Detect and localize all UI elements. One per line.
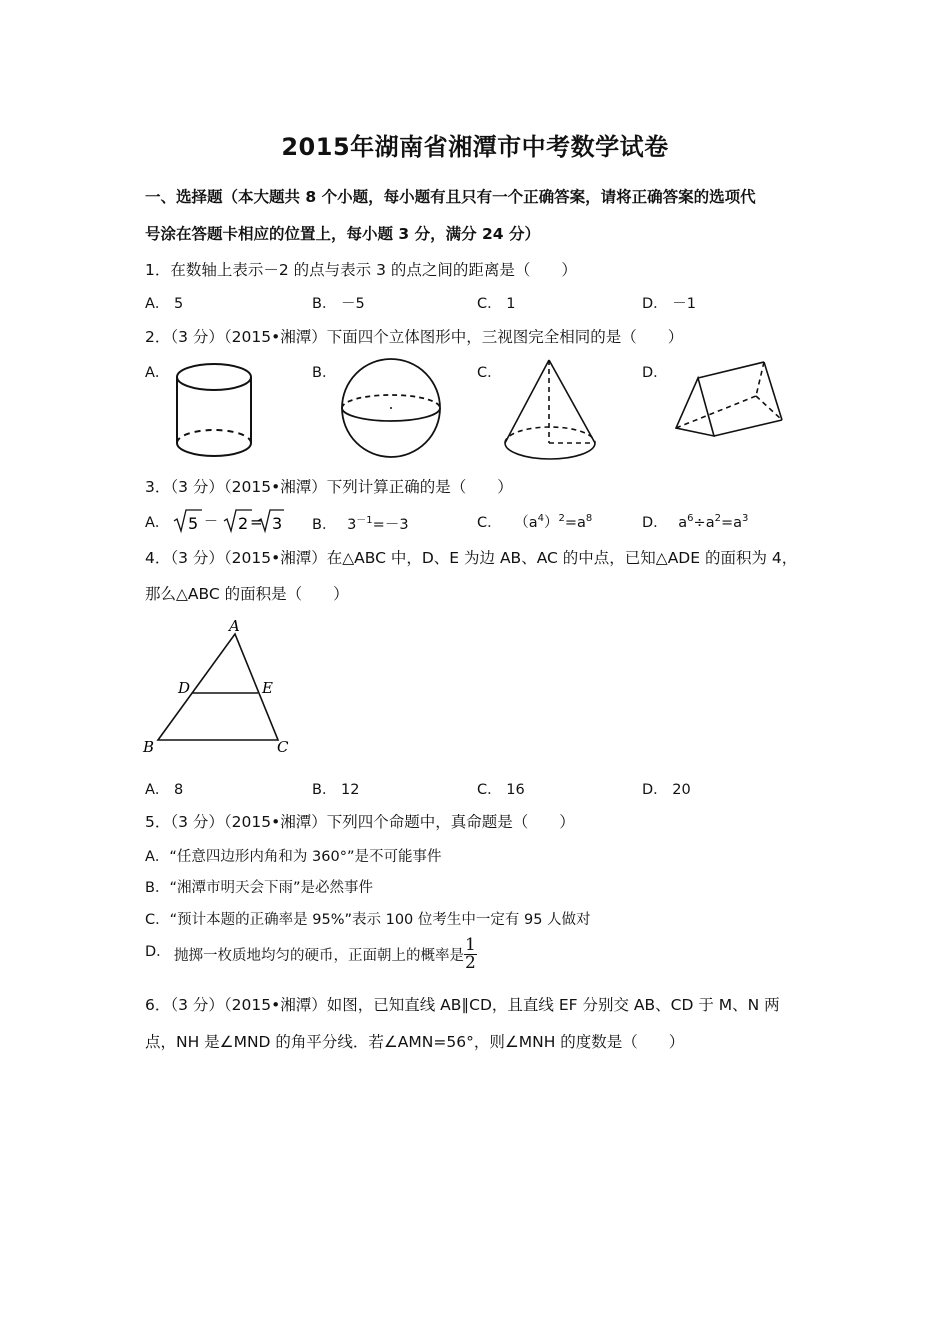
q3a-radicand-2: 2 bbox=[238, 514, 249, 533]
q3a-equals: = bbox=[250, 513, 263, 531]
q5-option-b: B．“湘潭市明天会下雨”是必然事件 bbox=[145, 880, 373, 896]
q3a-radicand-1: 5 bbox=[188, 514, 199, 533]
q3b-result: =－3 bbox=[372, 516, 409, 533]
sphere-icon bbox=[338, 358, 446, 462]
q5-option-d bbox=[174, 937, 477, 972]
question-5-stem: 5．（3 分）（2015•湘潭）下列四个命题中，真命题是（ ） bbox=[145, 813, 575, 831]
q3d-divide: ÷a bbox=[693, 515, 715, 531]
q5-option-d-label: D． bbox=[145, 944, 171, 960]
question-6-stem-line2: 点，NH 是∠MND 的角平分线．若∠AMN=56°，则∠MNH 的度数是（ ） bbox=[145, 1033, 685, 1051]
q3c-exp3: 8 bbox=[585, 513, 593, 525]
q3c-label: C． bbox=[477, 515, 502, 531]
q2-option-a: A． bbox=[145, 365, 170, 381]
question-2-stem: 2．（3 分）（2015•湘潭）下面四个立体图形中，三视图完全相同的是（ ） bbox=[145, 328, 684, 346]
q3a-radicand-3: 3 bbox=[272, 514, 283, 533]
q3d-exp2: 2 bbox=[714, 513, 721, 525]
q3c-open: （a bbox=[514, 515, 538, 531]
q3a-minus: － bbox=[204, 514, 218, 530]
q3d-exp3: 3 bbox=[742, 513, 749, 525]
q3b-base: 3 bbox=[347, 516, 357, 533]
q4-option-c: C． 16 bbox=[477, 782, 525, 798]
fig-label-d: D bbox=[178, 679, 191, 697]
question-4-stem-line1: 4．（3 分）（2015•湘潭）在△ABC 中，D、E 为边 AB、AC 的中点，已知△ADE 的面积为 4， bbox=[145, 549, 798, 567]
q1-option-d: D． －1 bbox=[642, 296, 696, 312]
q5d-fraction bbox=[464, 937, 477, 972]
fig-label-e: E bbox=[262, 679, 273, 697]
q4-option-d: D． 20 bbox=[642, 782, 691, 798]
triangle-abc bbox=[158, 634, 278, 740]
q2-option-b: B． bbox=[312, 365, 337, 381]
q5d-text: 抛掷一枚质地均匀的硬币，正面朝上的概率是 bbox=[174, 948, 464, 964]
q3c-exp1: 4 bbox=[537, 513, 544, 525]
q3-option-a-expression bbox=[172, 506, 284, 534]
page-title: 2015年湖南省湘潭市中考数学试卷 bbox=[281, 133, 669, 161]
q3d-label: D． bbox=[642, 515, 668, 531]
q3c-close: ） bbox=[544, 515, 559, 531]
question-1-stem: 1．在数轴上表示－2 的点与表示 3 的点之间的距离是（ ） bbox=[145, 261, 577, 279]
question-3-stem: 3．（3 分）（2015•湘潭）下列计算正确的是（ ） bbox=[145, 478, 513, 496]
q3-option-a-label: A． bbox=[145, 515, 170, 531]
triangle-abc-figure bbox=[140, 618, 300, 760]
q5-option-a: A．“任意四边形内角和为 360°”是不可能事件 bbox=[145, 849, 442, 865]
fig-label-b: B bbox=[143, 738, 155, 756]
q4-option-b: B． 12 bbox=[312, 782, 360, 798]
q5-option-c: C．“预计本题的正确率是 95%”表示 100 位考生中一定有 95 人做对 bbox=[145, 912, 591, 928]
q3-option-b bbox=[312, 511, 409, 534]
fig-label-a: A bbox=[229, 617, 240, 635]
q1-option-c: C． 1 bbox=[477, 296, 516, 312]
q2-option-d: D． bbox=[642, 365, 668, 381]
cone-icon bbox=[500, 355, 600, 465]
q3d-base: a bbox=[678, 515, 688, 531]
q3-option-d bbox=[642, 511, 748, 532]
fig-label-c: C bbox=[277, 738, 289, 756]
triangular-prism-icon bbox=[668, 356, 788, 446]
q3c-result: =a bbox=[564, 515, 586, 531]
question-6-stem-line1: 6．（3 分）（2015•湘潭）如图，已知直线 AB∥CD，且直线 EF 分别交 AB、CD 于 M、N 两 bbox=[145, 996, 780, 1014]
question-4-stem-line2: 那么△ABC 的面积是（ ） bbox=[145, 585, 349, 603]
q2-option-c: C． bbox=[477, 365, 502, 381]
q3b-label: B． bbox=[312, 516, 337, 533]
q3c-exp2: 2 bbox=[558, 513, 565, 525]
q1-option-b: B． －5 bbox=[312, 296, 365, 312]
q5d-numerator: 1 bbox=[465, 935, 476, 955]
q3b-exponent: －1 bbox=[356, 515, 373, 526]
q3-option-c bbox=[477, 511, 592, 532]
section-heading-line1: 一、选择题（本大题共 8 个小题，每小题有且只有一个正确答案，请将正确答案的选项代 bbox=[145, 188, 756, 206]
q3d-result: =a bbox=[720, 515, 743, 531]
q1-option-a: A． 5 bbox=[145, 296, 184, 312]
section-heading-line2: 号涂在答题卡相应的位置上，每小题 3 分，满分 24 分） bbox=[145, 225, 540, 243]
cylinder-icon bbox=[170, 355, 265, 465]
q5d-denominator: 2 bbox=[465, 953, 476, 973]
q3d-exp1: 6 bbox=[687, 513, 694, 525]
q4-option-a: A． 8 bbox=[145, 782, 184, 798]
